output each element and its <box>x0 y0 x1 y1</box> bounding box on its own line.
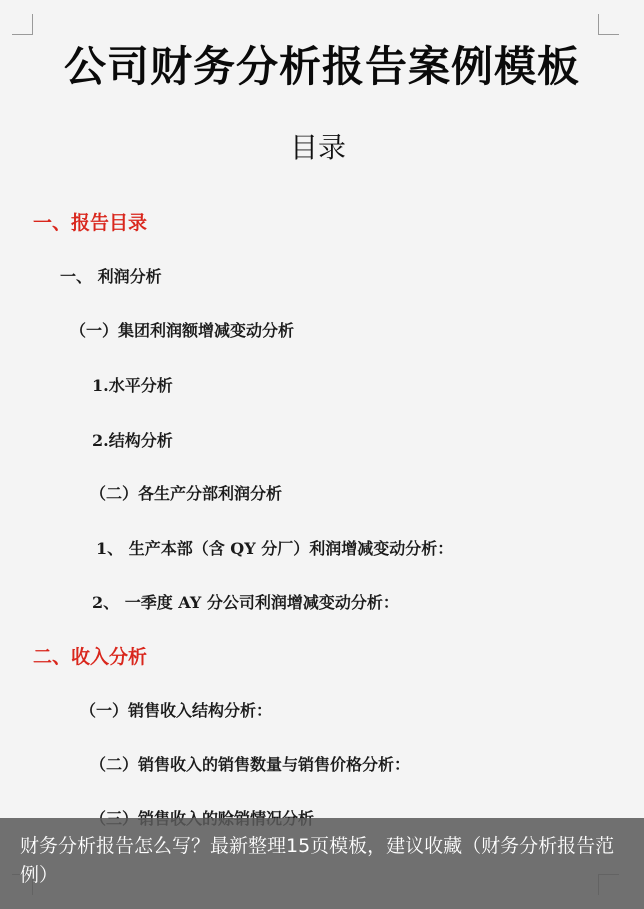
toc-item: 2、 一季度 AY 分公司利润增减变动分析： <box>92 593 399 612</box>
toc-section-heading: 二、收入分析 <box>33 646 148 668</box>
document-title: 公司财务分析报告案例模板 <box>63 42 580 91</box>
toc-section-heading: 一、报告目录 <box>33 212 148 234</box>
caption-text: 财务分析报告怎么写？最新整理15页模板，建议收藏（财务分析报告范例） <box>20 835 615 886</box>
toc-item: 2.结构分析 <box>92 431 173 450</box>
crop-mark-top-right <box>598 14 619 35</box>
toc-item: 1.水平分析 <box>92 376 173 395</box>
toc-item: （一）销售收入结构分析： <box>80 701 273 720</box>
toc-item: （二）各生产分部利润分析 <box>90 484 283 503</box>
toc-heading: 目录 <box>289 131 346 164</box>
toc-item: （一）集团利润额增减变动分析 <box>70 321 295 340</box>
toc-item: 1、 生产本部（含 QY 分厂）利润增减变动分析： <box>96 539 454 558</box>
crop-mark-top-left <box>12 14 33 35</box>
toc-item: （二）销售收入的销售数量与销售价格分析： <box>90 755 411 774</box>
toc-item: 一、 利润分析 <box>60 267 162 286</box>
